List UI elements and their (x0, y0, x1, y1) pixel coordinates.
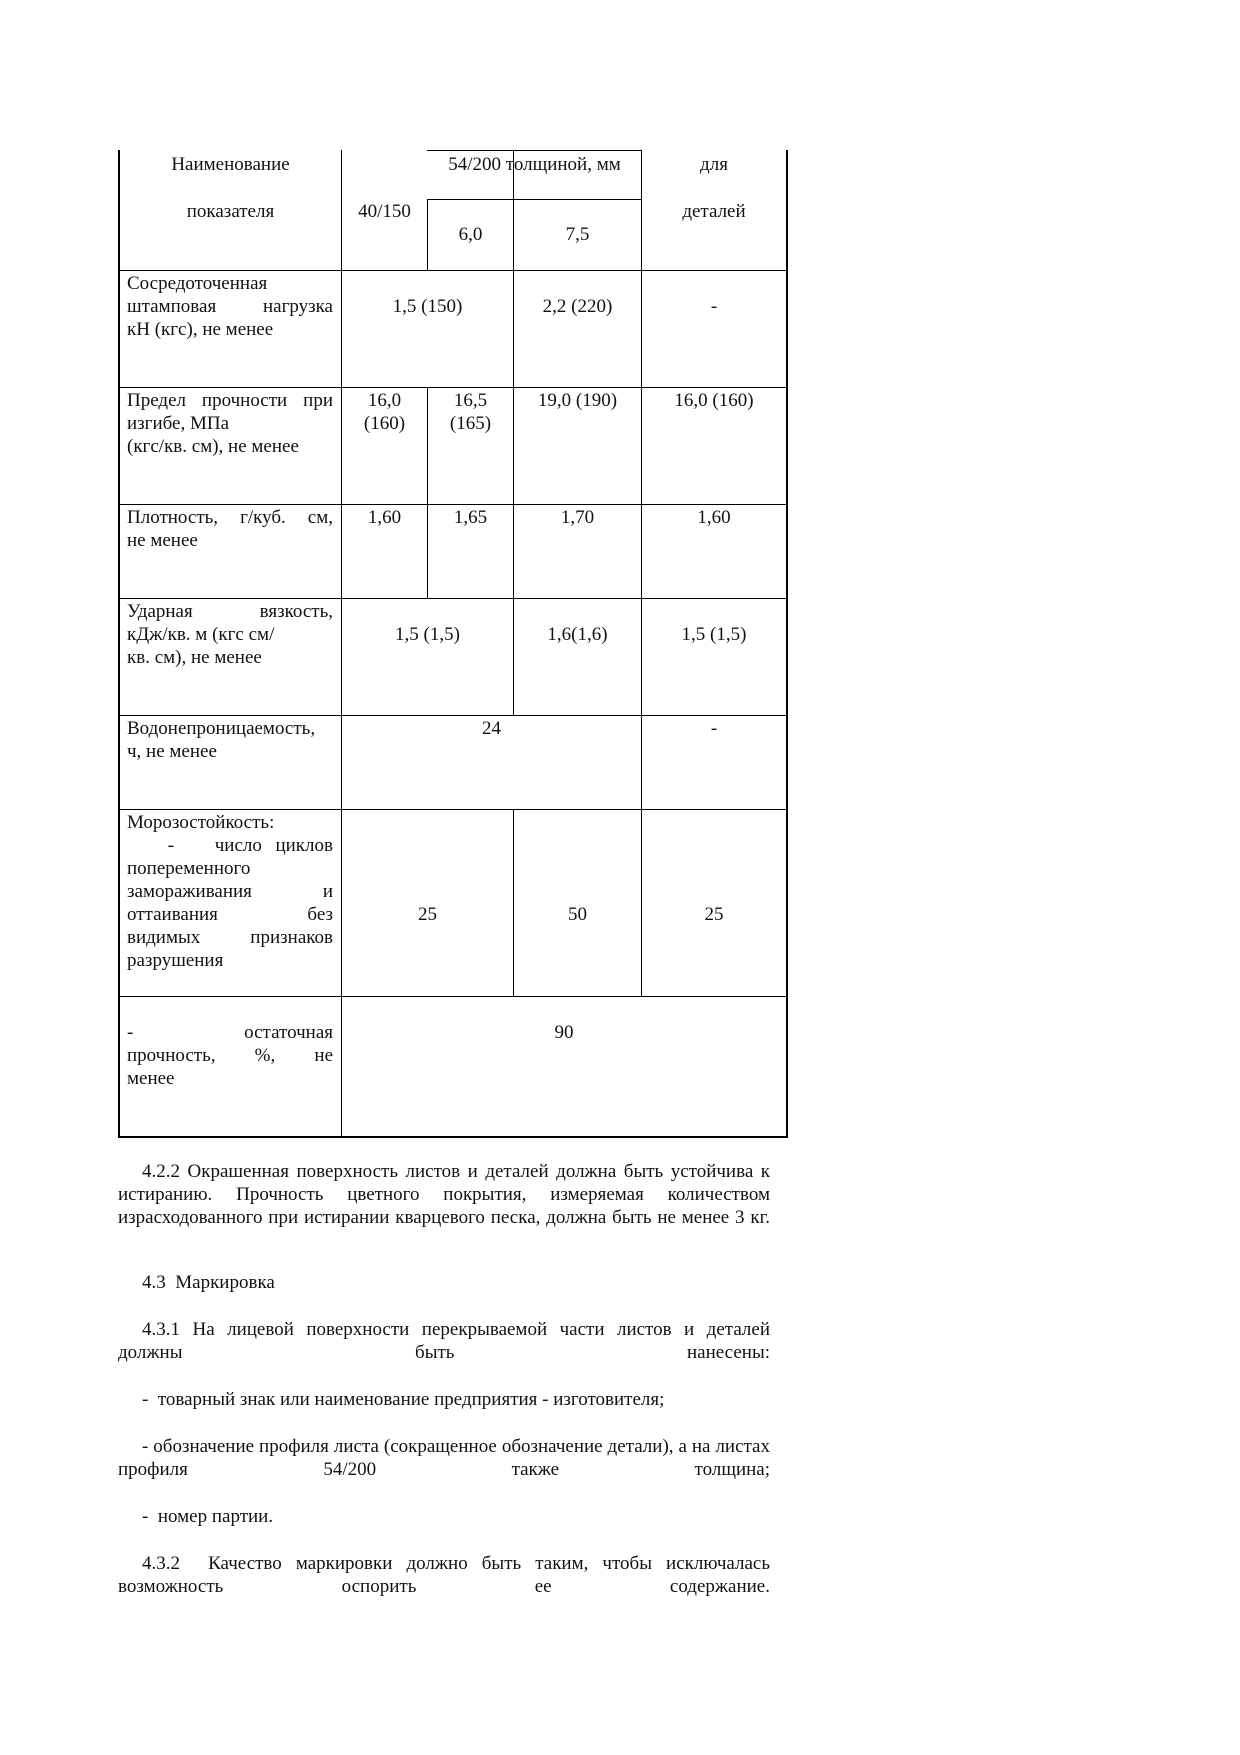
row-name-line: Ударная вязкость, (127, 601, 333, 622)
row-name-line: попеременного (127, 858, 251, 879)
row-name-line: - остаточная (127, 1022, 333, 1043)
cell-value (342, 389, 427, 435)
cell-value: 1,5 (150) (392, 296, 463, 317)
table-divider (427, 150, 641, 151)
row-name (127, 717, 333, 763)
row-name-line: видимых признаков (127, 927, 333, 948)
header-col-7-5: 7,5 (565, 224, 590, 245)
cell-value: 1,5 (1,5) (681, 624, 747, 645)
table-border-right (786, 150, 788, 1137)
row-name (127, 506, 333, 552)
row-name (127, 811, 333, 972)
row-name (127, 600, 333, 669)
cell-value: 1,65 (453, 507, 488, 528)
header-col-6-0: 6,0 (458, 224, 483, 245)
cell-value: 50 (568, 904, 587, 925)
row-name-line: кН (кгс), не менее (127, 319, 274, 340)
row-name-line: (кгс/кв. см), не менее (127, 436, 299, 457)
table-divider (118, 809, 788, 810)
cell-value: 1,6(1,6) (547, 624, 608, 645)
row-name-line: замораживания и (127, 881, 333, 902)
row-name-line: оттаивания без (127, 904, 333, 925)
table-divider (641, 150, 642, 996)
header-col-details-line2: деталей (682, 201, 746, 222)
cell-value: 2,2 (220) (542, 296, 613, 317)
header-col-40-150: 40/150 (358, 201, 411, 222)
row-name-line: Морозостойкость: (127, 812, 275, 833)
row-name-line: ч, не менее (127, 741, 217, 762)
cell-value: 25 (704, 904, 724, 925)
row-name-line: Сосредоточенная (127, 273, 268, 294)
row-name-line: не менее (127, 530, 198, 551)
table-divider (427, 199, 641, 200)
cell-value: 16,0 (160) (674, 390, 754, 411)
table-divider (118, 504, 788, 505)
paragraph-4-3-2: 4.3.2 Качество маркировки должно быть таким, чтобы исключалась возможность оспорить ее содержание. (118, 1553, 775, 1597)
paragraph-4-3-1: 4.3.1 На лицевой поверхности перекрываемой части листов и деталей должны быть нанесены: (118, 1319, 770, 1363)
row-name-line: - число циклов (127, 835, 333, 856)
row-name-line: штамповая нагрузка (127, 296, 333, 317)
table-divider (118, 387, 788, 388)
cell-value: 1,60 (367, 507, 402, 528)
cell-value: - (710, 718, 718, 739)
table-divider (118, 715, 788, 716)
table-divider (118, 598, 788, 599)
cell-value: 25 (418, 904, 437, 925)
cell-value: 24 (482, 718, 501, 739)
bullet-profile: - обозначение профиля листа (сокращенное обозначение детали), а на листах профиля 54/200 также толщина; (118, 1436, 770, 1480)
cell-value: 19,0 (190) (537, 390, 618, 411)
row-name (127, 1021, 333, 1090)
cell-value: 90 (554, 1022, 574, 1043)
paragraph-4-2-2: 4.2.2 Окрашенная поверхность листов и деталей должна быть устойчива к истиранию. Прочность цветного покрытия, измеряемая количеством израсходованного при истирании кварцевого песка, должна быть не менее 3 кг. (118, 1161, 770, 1228)
row-name-line: кДж/кв. м (кгс см/ (127, 624, 275, 645)
row-name-line: разрушения (127, 950, 224, 971)
row-name-line: менее (127, 1068, 175, 1089)
row-name-line: Предел прочности при (127, 390, 333, 411)
header-name-line2: показателя (186, 201, 275, 222)
cell-value-line: (165) (449, 413, 492, 434)
row-name-line: изгибе, МПа (127, 413, 230, 434)
cell-value-line: (160) (363, 413, 406, 434)
row-name (127, 272, 333, 341)
table-border-left (118, 150, 120, 1137)
row-name-line: прочность, %, не (127, 1045, 333, 1066)
cell-value: 1,70 (560, 507, 595, 528)
cell-value: 1,60 (697, 507, 731, 528)
cell-value (428, 389, 513, 435)
row-name-line: кв. см), не менее (127, 647, 262, 668)
header-col-54-200: 54/200 толщиной, мм (448, 154, 621, 175)
cell-value-line: 16,0 (367, 390, 402, 411)
bullet-trademark: - товарный знак или наименование предприятия - изготовителя; (142, 1389, 665, 1410)
header-name-line1: Наименование (171, 154, 290, 175)
section-heading-4-3: 4.3 Маркировка (142, 1272, 275, 1293)
bullet-batch: - номер партии. (142, 1506, 274, 1527)
table-divider (118, 270, 788, 271)
header-col-details-line1: для (700, 154, 728, 175)
cell-value: 1,5 (1,5) (395, 624, 460, 645)
cell-value: - (710, 296, 718, 317)
row-name-line: Плотность, г/куб. см, (127, 507, 333, 528)
cell-value-line: 16,5 (453, 390, 488, 411)
row-name-line: Водонепроницаемость, (127, 718, 316, 739)
table-divider (118, 996, 788, 997)
table-border-bottom (118, 1136, 788, 1138)
row-name (127, 389, 333, 458)
